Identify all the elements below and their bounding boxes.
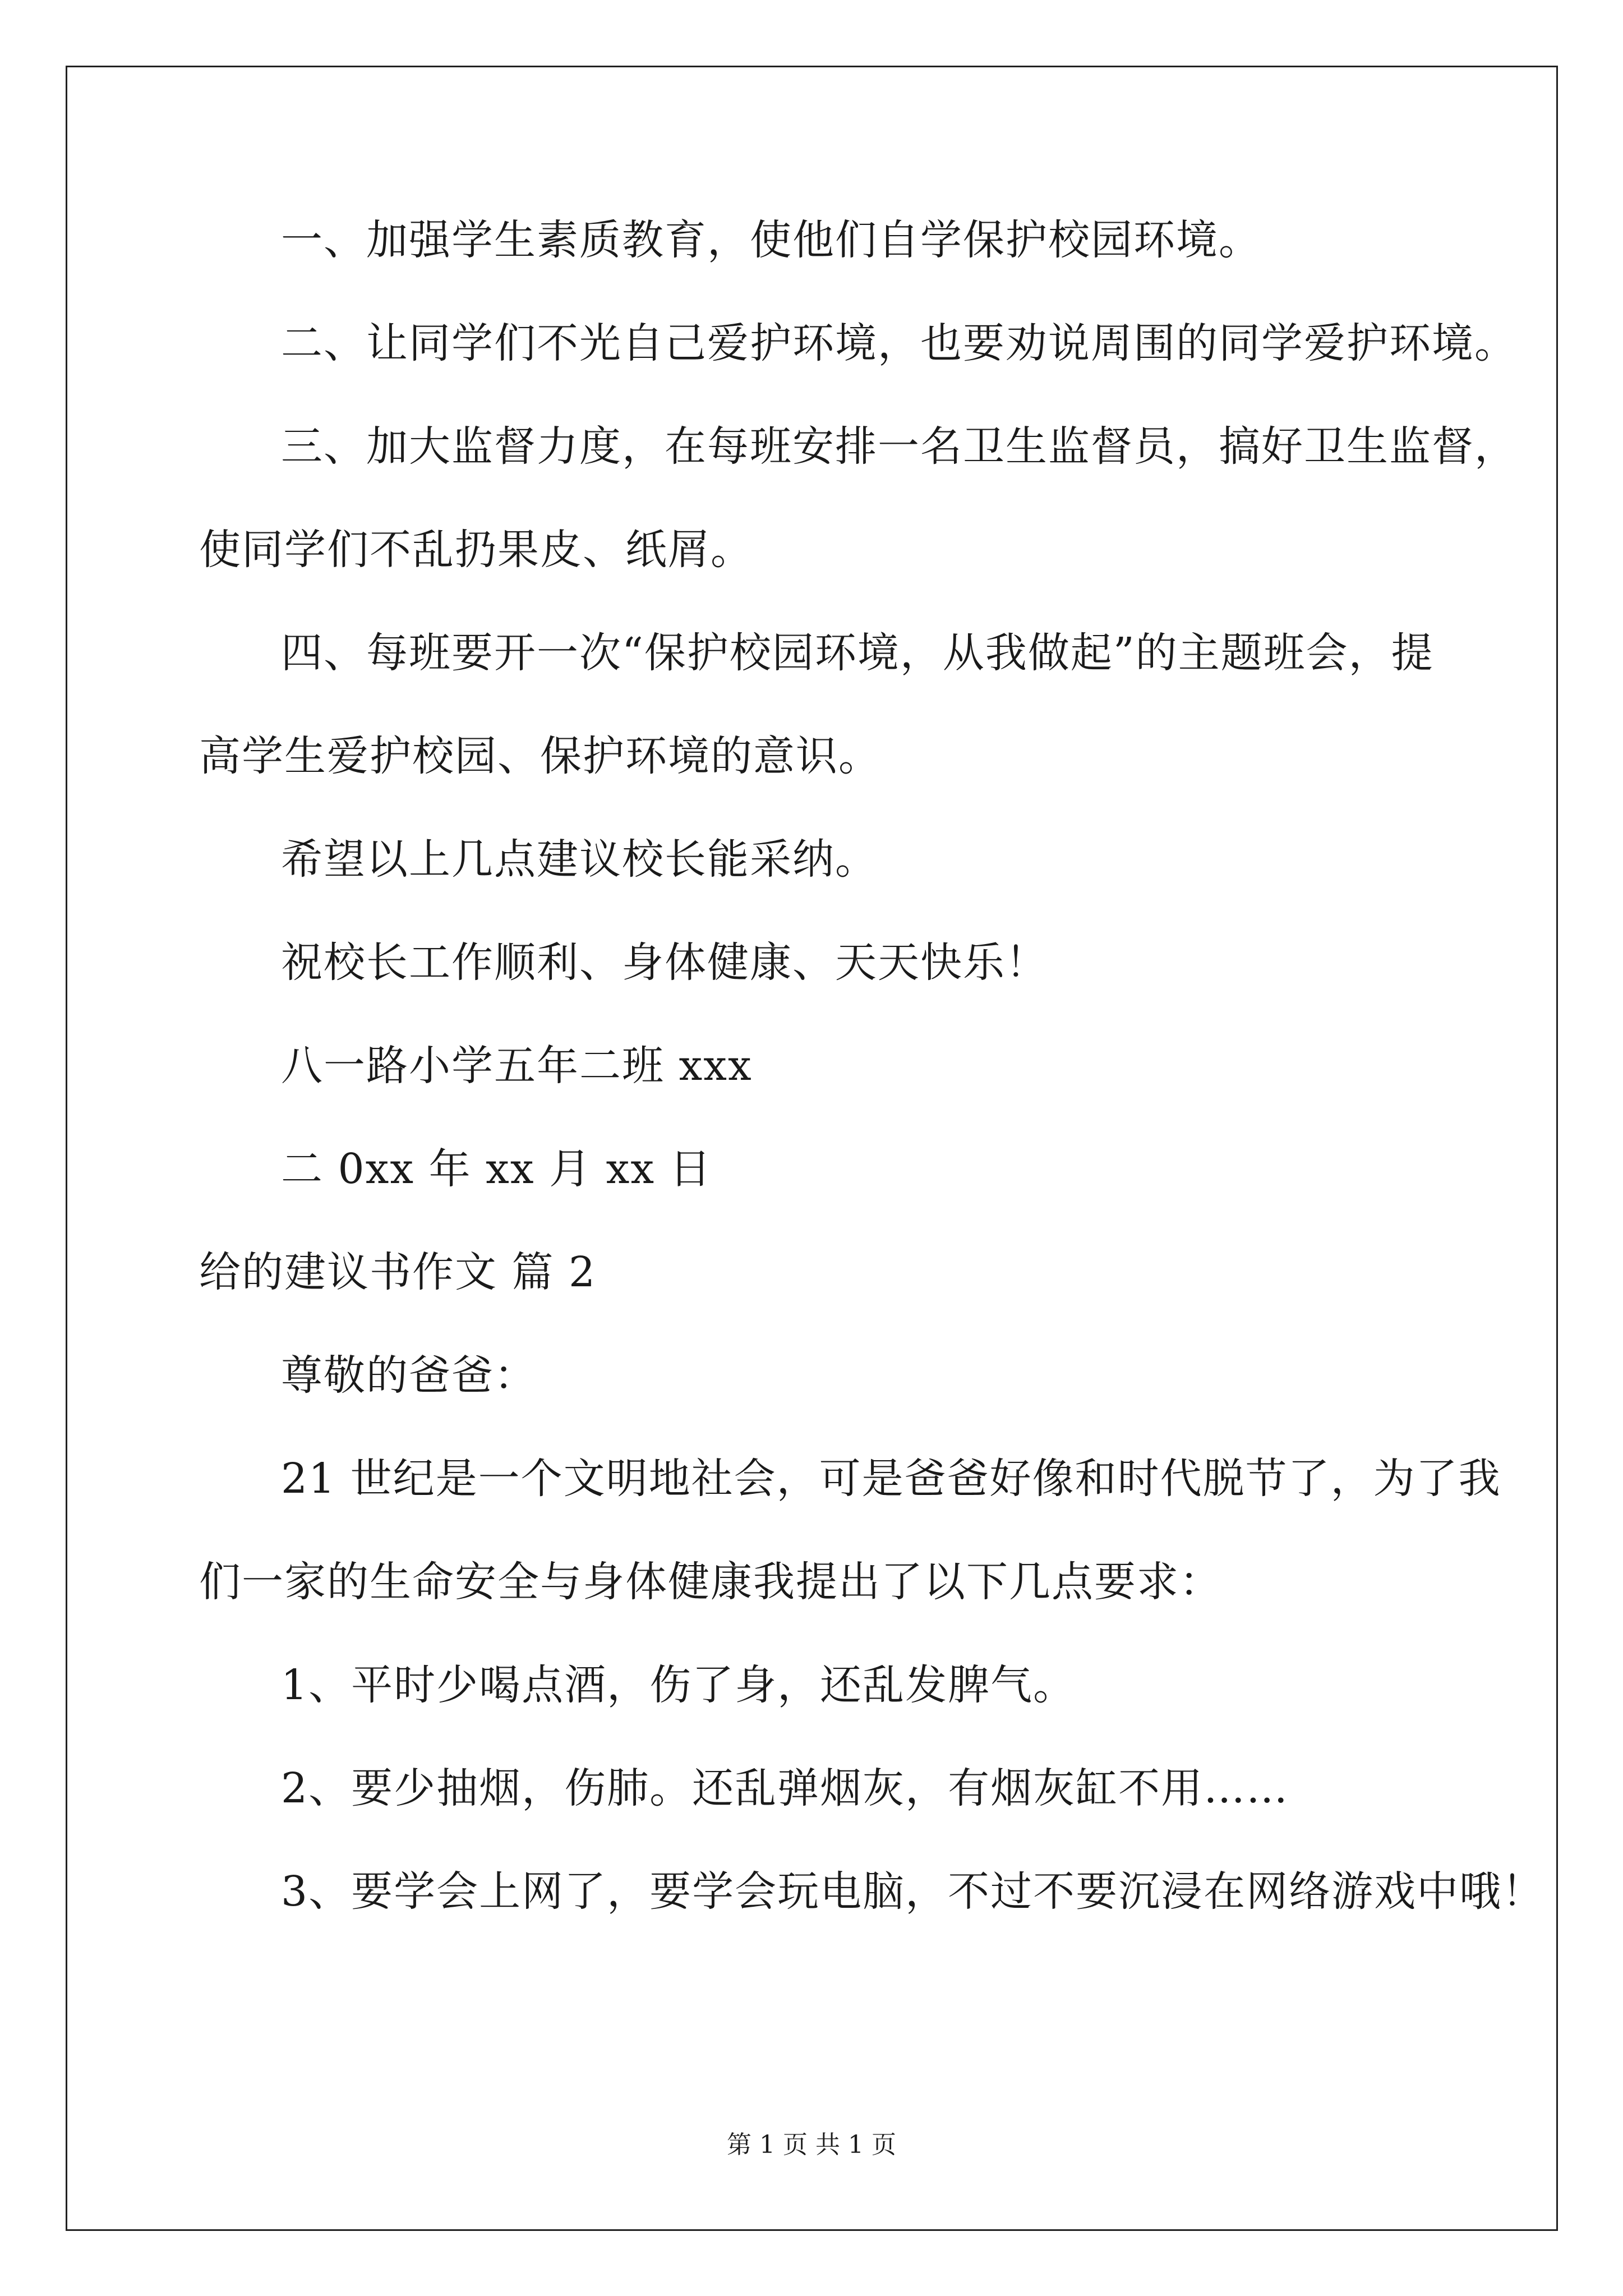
signature-line: 八一路小学五年二班 xxx (281, 1042, 753, 1090)
paragraph-line: 祝校长工作顺利、身体健康、天天快乐！ (281, 938, 1048, 987)
list-item: 3、要学会上网了，要学会玩电脑，不过不要沉浸在网络游戏中哦！ (281, 1867, 1545, 1916)
paragraph-line: 二、让同学们不光自己爱护环境，也要劝说周围的同学爱护环境。 (281, 319, 1517, 367)
paragraph-line: 一、加强学生素质教育，使他们自学保护校园环境。 (281, 216, 1261, 264)
paragraph-line: 四、每班要开一次“保护校园环境，从我做起”的主题班会，提 (281, 629, 1434, 677)
paragraph-line: 们一家的生命安全与身体健康我提出了以下几点要求： (199, 1558, 1222, 1606)
list-item: 2、要少抽烟，伤肺。还乱弹烟灰，有烟灰缸不用…… (281, 1764, 1289, 1812)
list-item: 1、平时少喝点酒，伤了身，还乱发脾气。 (281, 1661, 1076, 1709)
paragraph-line: 21 世纪是一个文明地社会，可是爸爸好像和时代脱节了，为了我 (281, 1455, 1501, 1503)
section-heading: 给的建议书作文 篇 2 (199, 1248, 597, 1296)
date-line: 二 0xx 年 xx 月 xx 日 (281, 1145, 712, 1193)
paragraph-line: 希望以上几点建议校长能采纳。 (281, 835, 878, 884)
salutation: 尊敬的爸爸： (281, 1351, 537, 1400)
page-footer: 第 1 页 共 1 页 (727, 2131, 896, 2159)
paragraph-line: 三、加大监督力度，在每班安排一名卫生监督员，搞好卫生监督， (281, 422, 1517, 471)
paragraph-line: 使同学们不乱扔果皮、纸屑。 (199, 526, 753, 574)
paragraph-line: 高学生爱护校园、保护环境的意识。 (199, 732, 881, 780)
